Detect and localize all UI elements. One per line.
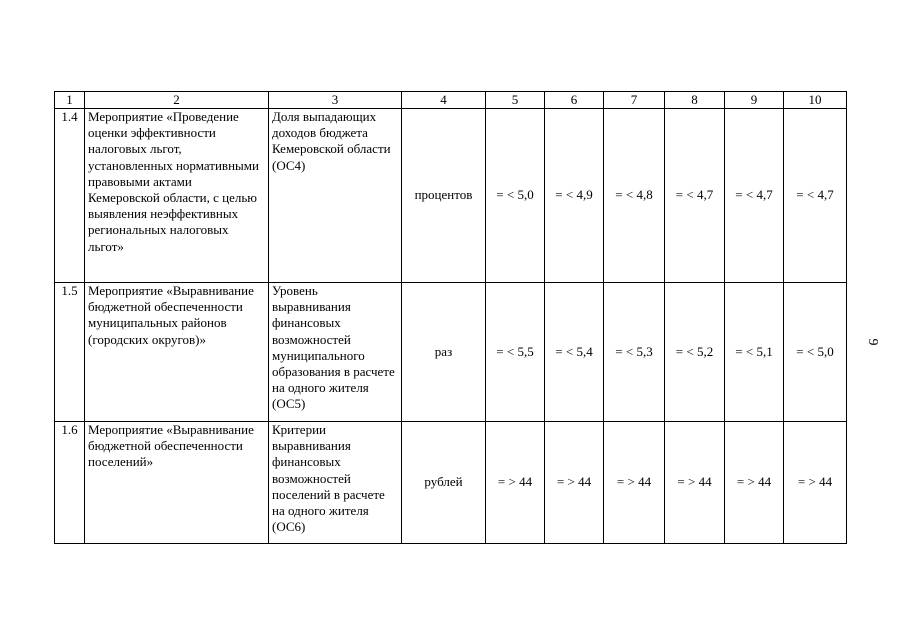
row-number: 1.6 xyxy=(55,422,85,544)
column-header: 1 xyxy=(55,92,85,109)
column-header: 7 xyxy=(604,92,665,109)
table-row xyxy=(55,422,847,544)
indicator-name: Уровень выравнивания финансовых возможностей муниципального образования в расчете на одного жителя (ОС5) xyxy=(269,283,402,422)
indicator-name: Доля выпадающих доходов бюджета Кемеровской области (ОС4) xyxy=(269,109,402,283)
target-value: = > 44 xyxy=(486,422,545,544)
target-value: = > 44 xyxy=(545,422,604,544)
column-header: 2 xyxy=(85,92,269,109)
column-header: 8 xyxy=(665,92,725,109)
column-header: 10 xyxy=(784,92,847,109)
page-number: 9 xyxy=(865,338,880,346)
target-value: = > 44 xyxy=(604,422,665,544)
target-value: = < 5,2 xyxy=(665,283,725,422)
target-value: = > 44 xyxy=(665,422,725,544)
column-header: 5 xyxy=(486,92,545,109)
unit-of-measure: процентов xyxy=(402,109,486,283)
target-value: = < 4,7 xyxy=(725,109,784,283)
target-value: = > 44 xyxy=(784,422,847,544)
event-name: Мероприятие «Выравнивание бюджетной обеспеченности поселений» xyxy=(85,422,269,544)
target-value: = < 5,4 xyxy=(545,283,604,422)
target-value: = < 5,0 xyxy=(486,109,545,283)
target-value: = < 4,9 xyxy=(545,109,604,283)
event-name: Мероприятие «Проведение оценки эффективности налоговых льгот, установленных нормативными правовыми актами Кемеровской области, с целью выявления неэффективных региональных налоговых льгот» xyxy=(85,109,269,283)
target-value: = < 5,1 xyxy=(725,283,784,422)
event-name: Мероприятие «Выравнивание бюджетной обеспеченности муниципальных районов (городских округов)» xyxy=(85,283,269,422)
table-row xyxy=(55,283,847,422)
row-number: 1.4 xyxy=(55,109,85,283)
target-value: = < 5,0 xyxy=(784,283,847,422)
target-value: = > 44 xyxy=(725,422,784,544)
target-value: = < 5,5 xyxy=(486,283,545,422)
column-header: 4 xyxy=(402,92,486,109)
unit-of-measure: раз xyxy=(402,283,486,422)
indicator-name: Критерии выравнивания финансовых возможностей поселений в расчете на одного жителя (ОС6) xyxy=(269,422,402,544)
target-value: = < 4,7 xyxy=(784,109,847,283)
table-row xyxy=(55,109,847,283)
target-value: = < 4,7 xyxy=(665,109,725,283)
column-header: 3 xyxy=(269,92,402,109)
target-value: = < 4,8 xyxy=(604,109,665,283)
target-value: = < 5,3 xyxy=(604,283,665,422)
column-header: 9 xyxy=(725,92,784,109)
indicators-table xyxy=(54,91,847,544)
column-header: 6 xyxy=(545,92,604,109)
table-header-row xyxy=(55,92,847,109)
unit-of-measure: рублей xyxy=(402,422,486,544)
row-number: 1.5 xyxy=(55,283,85,422)
